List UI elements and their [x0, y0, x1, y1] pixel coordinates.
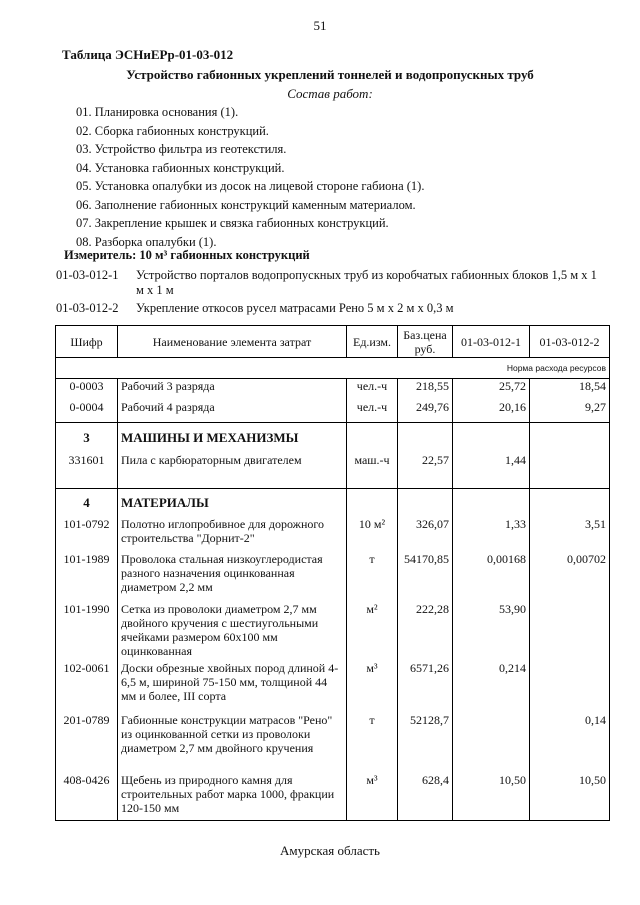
cell-unit: т [347, 713, 398, 773]
cell-name: Пила с карбюраторным двигателем [118, 453, 347, 489]
works-item: 04. Установка габионных конструкций. [76, 160, 285, 175]
cell-price: 218,55 [398, 379, 453, 400]
cell-code: 408-0426 [56, 773, 118, 821]
table-row [56, 602, 610, 661]
norm-label: Норма расхода ресурсов [56, 358, 610, 379]
table-header-row [56, 326, 610, 358]
cell-price: 326,07 [398, 517, 453, 552]
variant-row [56, 301, 606, 316]
works-item: 02. Сборка габионных конструкций. [76, 123, 269, 138]
page-number: 51 [313, 18, 327, 33]
cell-unit: чел.-ч [347, 379, 398, 400]
works-item: 07. Закрепление крышек и связка габионных конструкций. [76, 216, 389, 230]
cell-name: Проволока стальная низкоуглеродистая разного назначения оцинкованная диаметром 2,2 мм [118, 552, 347, 602]
cell-variant-2: 10,50 [530, 773, 610, 821]
cell-price: 628,4 [398, 773, 453, 821]
cell-unit: чел.-ч [347, 400, 398, 423]
cell-variant-2 [530, 661, 610, 713]
header-variant-1: 01-03-012-1 [453, 326, 530, 358]
section-row [56, 423, 610, 453]
cell-variant-1: 1,33 [453, 517, 530, 552]
section-row [56, 489, 610, 517]
cell-code: 101-1990 [56, 602, 118, 661]
cell-variant-1: 20,16 [453, 400, 530, 423]
header-variant-2: 01-03-012-2 [530, 326, 610, 358]
cell-price: 6571,26 [398, 661, 453, 713]
table-row [56, 453, 610, 489]
works-item: 05. Установка опалубки из досок на лицевой стороне габиона (1). [76, 179, 425, 193]
cell-code: 102-0061 [56, 661, 118, 713]
cell-name: Щебень из природного камня для строительных работ марка 1000, фракции 120-150 мм [118, 773, 347, 821]
cell-price: 222,28 [398, 602, 453, 661]
cell-name: Доски обрезные хвойных пород длиной 4-6,5 м, шириной 75-150 мм, толщиной 44 мм и более, III сорта [118, 661, 347, 713]
resource-table [55, 325, 610, 821]
cell-variant-2: 0,14 [530, 713, 610, 773]
works-item: 06. Заполнение габионных конструкций каменным материалом. [76, 197, 416, 212]
table-title: Устройство габионных укреплений тоннелей и водопропускных труб [126, 67, 534, 82]
table-row [56, 552, 610, 602]
cell-name: Рабочий 4 разряда [118, 400, 347, 423]
cell-variant-2: 18,54 [530, 379, 610, 400]
cell-name: Рабочий 3 разряда [118, 379, 347, 400]
section-number: 3 [56, 423, 118, 453]
cell-variant-1: 10,50 [453, 773, 530, 821]
table-row [56, 661, 610, 713]
cell-code: 201-0789 [56, 713, 118, 773]
cell-code: 0-0004 [56, 400, 118, 423]
cell-unit: 10 м² [347, 517, 398, 552]
cell-price: 52128,7 [398, 713, 453, 773]
works-item: 03. Устройство фильтра из геотекстиля. [76, 142, 287, 156]
norm-row [56, 358, 610, 379]
variant-code: 01-03-012-2 [56, 301, 119, 315]
cell-variant-2 [530, 453, 610, 489]
section-title: МАТЕРИАЛЫ [118, 489, 347, 517]
cell-variant-2: 0,00702 [530, 552, 610, 602]
cell-name: Полотно иглопробивное для дорожного строительства "Дорнит-2" [118, 517, 347, 552]
cell-variant-1: 0,00168 [453, 552, 530, 602]
works-item: 01. Планировка основания (1). [76, 105, 239, 119]
works-item: 08. Разборка опалубки (1). [76, 234, 217, 249]
works-list [76, 103, 424, 251]
header-price: Баз.цена руб. [398, 326, 453, 358]
cell-code: 0-0003 [56, 379, 118, 400]
table-row [56, 773, 610, 821]
header-unit: Ед.изм. [347, 326, 398, 358]
variant-text: Устройство порталов водопропускных труб из коробчатых габионных блоков 1,5 м х 1 м х 1 м [136, 268, 597, 297]
table-id: Таблица ЭСНиЕРр-01-03-012 [62, 47, 234, 62]
variant-row [56, 268, 606, 298]
cell-variant-1: 1,44 [453, 453, 530, 489]
table-row [56, 517, 610, 552]
cell-unit: маш.-ч [347, 453, 398, 489]
variant-text: Укрепление откосов русел матрасами Рено 5 м х 2 м х 0,3 м [136, 301, 454, 315]
cell-price: 249,76 [398, 400, 453, 423]
cell-variant-1: 53,90 [453, 602, 530, 661]
variant-code: 01-03-012-1 [56, 268, 119, 282]
cell-name: Габионные конструкции матрасов "Рено" из оцинкованной сетки из проволоки диаметром 2,7 мм двойного кручения [118, 713, 347, 773]
works-subtitle: Состав работ: [287, 86, 373, 101]
cell-variant-1: 0,214 [453, 661, 530, 713]
cell-unit: м² [347, 602, 398, 661]
cell-unit: м³ [347, 661, 398, 713]
cell-variant-1: 25,72 [453, 379, 530, 400]
header-name: Наименование элемента затрат [118, 326, 347, 358]
table-row [56, 400, 610, 423]
table-row [56, 379, 610, 400]
cell-variant-1 [453, 713, 530, 773]
cell-code: 101-0792 [56, 517, 118, 552]
header-code: Шифр [56, 326, 118, 358]
cell-code: 331601 [56, 453, 118, 489]
cell-variant-2 [530, 602, 610, 661]
cell-price: 54170,85 [398, 552, 453, 602]
region-footer: Амурская область [280, 843, 380, 858]
section-number: 4 [56, 489, 118, 517]
cell-code: 101-1989 [56, 552, 118, 602]
cell-name: Сетка из проволоки диаметром 2,7 мм двойного кручения с шестиугольными ячейками размером 60х100 мм оцинкованная [118, 602, 347, 661]
cell-unit: м³ [347, 773, 398, 821]
cell-variant-2: 3,51 [530, 517, 610, 552]
cell-variant-2: 9,27 [530, 400, 610, 423]
section-title: МАШИНЫ И МЕХАНИЗМЫ [118, 423, 347, 453]
cell-unit: т [347, 552, 398, 602]
table-row [56, 713, 610, 773]
measure-unit: Измеритель: 10 м³ габионных конструкций [64, 248, 310, 262]
cell-price: 22,57 [398, 453, 453, 489]
